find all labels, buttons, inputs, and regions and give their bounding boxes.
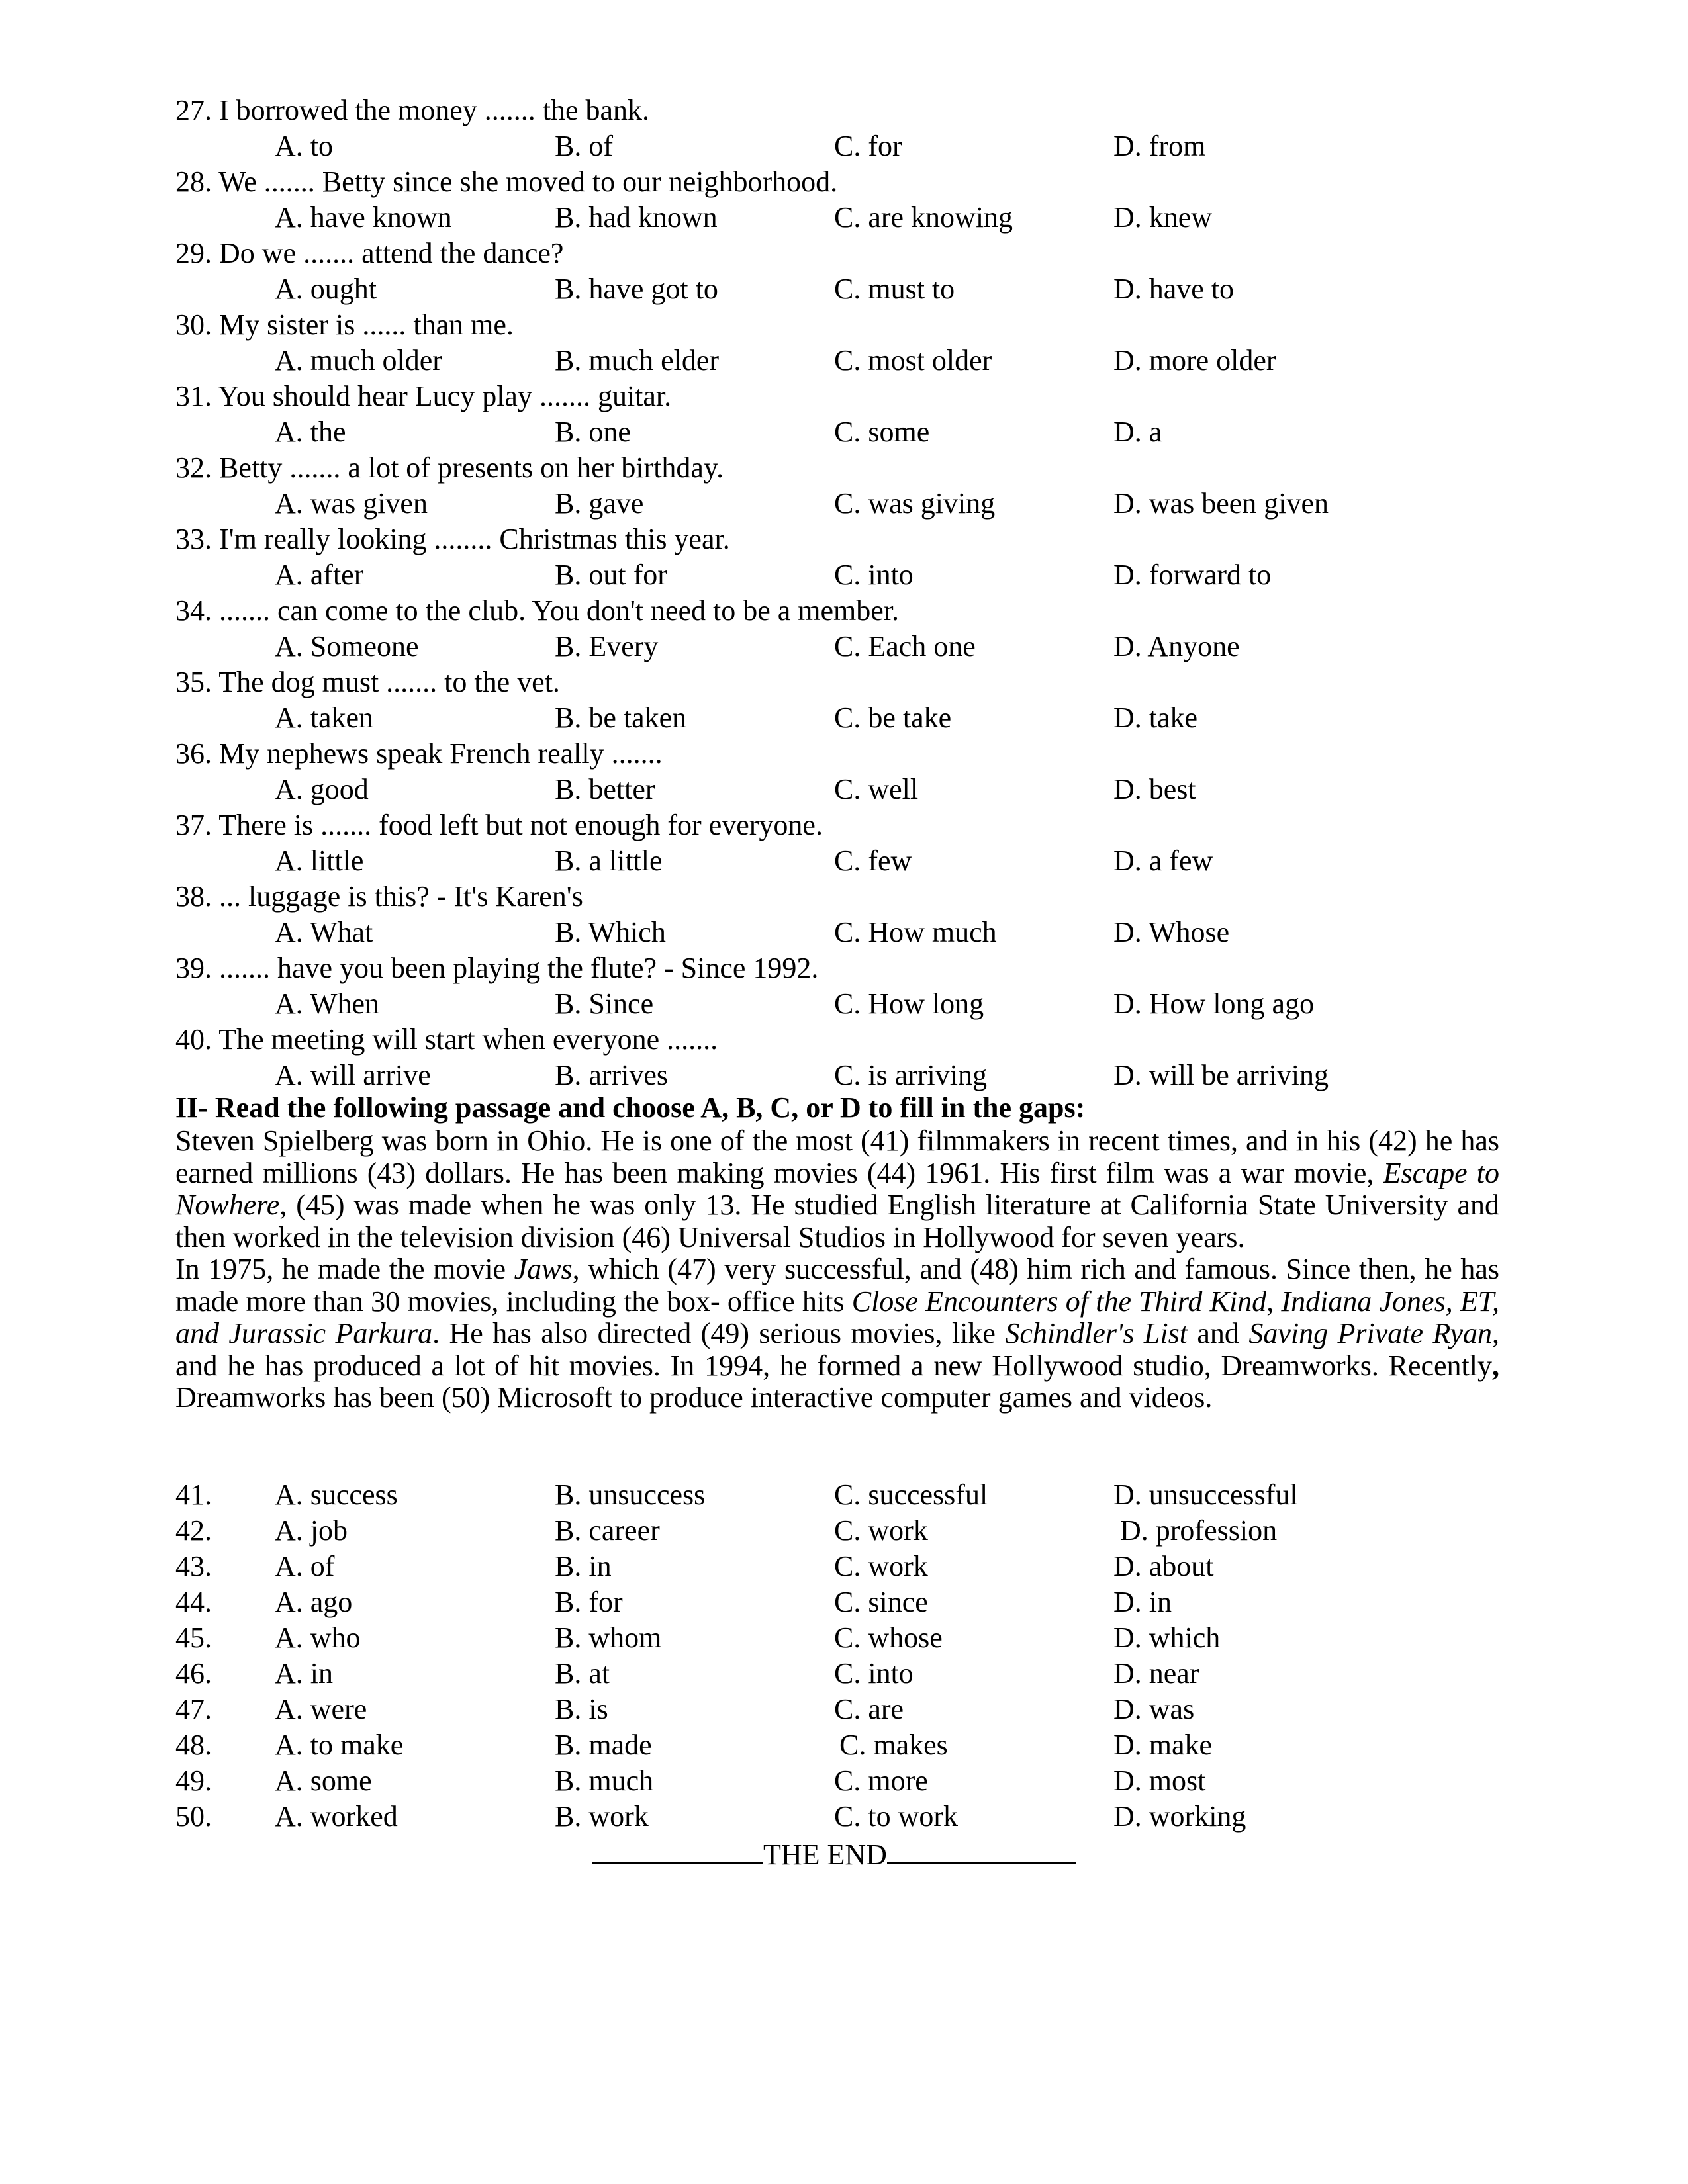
- film-title: Schindler's List: [1005, 1317, 1188, 1349]
- question-stem: 32. Betty ....... a lot of presents on her birthday.: [175, 451, 724, 484]
- option-a: A. job: [275, 1514, 348, 1547]
- option-c: C. makes: [839, 1729, 948, 1761]
- option-a: A. much older: [275, 344, 442, 377]
- option-b: B. one: [555, 416, 631, 448]
- option-d: D. How long ago: [1113, 987, 1315, 1020]
- option-b: B. for: [555, 1586, 623, 1618]
- option-a: A. When: [275, 987, 380, 1020]
- option-c: C. How much: [834, 916, 997, 948]
- option-d: D. about: [1113, 1550, 1214, 1582]
- option-c: C. more: [834, 1764, 928, 1797]
- option-b: B. Since: [555, 987, 654, 1020]
- option-c: C. to work: [834, 1800, 958, 1833]
- reading-passage: [175, 1125, 1499, 1414]
- question-stem: 27. I borrowed the money ....... the bank.: [175, 94, 650, 126]
- option-b: B. career: [555, 1514, 660, 1547]
- option-a: A. taken: [275, 702, 374, 734]
- option-b: B. arrives: [555, 1059, 669, 1091]
- option-d: D. unsuccessful: [1113, 1479, 1298, 1511]
- option-b: B. be taken: [555, 702, 687, 734]
- option-a: A. have known: [275, 201, 452, 234]
- passage-text: , and he has produced a lot of hit movies. In 1994, he formed a new Hollywood studio, Dreamworks. Recently: [175, 1317, 1499, 1382]
- film-title: Saving Private Ryan: [1248, 1317, 1492, 1349]
- option-b: B. have got to: [555, 273, 718, 305]
- question-stem: 39. ....... have you been playing the flute? - Since 1992.: [175, 952, 819, 984]
- option-a: A. some: [275, 1764, 372, 1797]
- option-a: A. Someone: [275, 630, 419, 662]
- question-stem: 35. The dog must ....... to the vet.: [175, 666, 560, 698]
- option-d: D. near: [1113, 1657, 1199, 1690]
- option-a: A. after: [275, 559, 364, 591]
- option-c: C. for: [834, 130, 902, 162]
- option-d: D. working: [1113, 1800, 1246, 1833]
- option-a: A. ought: [275, 273, 377, 305]
- option-b: B. of: [555, 130, 613, 162]
- option-d: D. have to: [1113, 273, 1235, 305]
- answer-number: 50.: [175, 1800, 212, 1833]
- option-d: D. most: [1113, 1764, 1206, 1797]
- option-c: C. work: [834, 1550, 928, 1582]
- option-a: A. good: [275, 773, 369, 805]
- option-c: C. must to: [834, 273, 955, 305]
- answer-number: 47.: [175, 1693, 212, 1725]
- passage-paragraph-2: [175, 1253, 1499, 1414]
- passage-text: ,: [1266, 1285, 1282, 1318]
- option-b: B. had known: [555, 201, 718, 234]
- option-c: C. Each one: [834, 630, 976, 662]
- passage-text: . He has also directed (49) serious movies, like: [432, 1317, 1006, 1349]
- option-a: A. What: [275, 916, 373, 948]
- option-b: B. is: [555, 1693, 608, 1725]
- option-b: B. work: [555, 1800, 649, 1833]
- option-d: D. a: [1113, 416, 1162, 448]
- option-c: C. successful: [834, 1479, 988, 1511]
- option-c: C. well: [834, 773, 919, 805]
- option-d: D. a few: [1113, 844, 1213, 877]
- option-b: B. Which: [555, 916, 666, 948]
- the-end-label: THE END: [763, 1839, 887, 1871]
- option-d: D. take: [1113, 702, 1198, 734]
- option-a: A. will arrive: [275, 1059, 431, 1091]
- option-d: D. Anyone: [1113, 630, 1240, 662]
- underline-rule: [887, 1833, 1076, 1864]
- film-title: Jaws: [514, 1253, 573, 1285]
- question-stem: 28. We ....... Betty since she moved to our neighborhood.: [175, 165, 838, 198]
- passage-text: Dreamworks has been (50) Microsoft to produce interactive computer games and videos.: [175, 1381, 1213, 1414]
- passage-text: In 1975, he made the movie: [175, 1253, 514, 1285]
- option-a: A. the: [275, 416, 346, 448]
- question-stem: 29. Do we ....... attend the dance?: [175, 237, 564, 269]
- option-a: A. worked: [275, 1800, 398, 1833]
- answer-number: 49.: [175, 1764, 212, 1797]
- option-c: C. some: [834, 416, 930, 448]
- option-d: D. which: [1113, 1621, 1221, 1654]
- option-c: C. is arriving: [834, 1059, 987, 1091]
- option-c: C. most older: [834, 344, 992, 377]
- option-a: A. to make: [275, 1729, 404, 1761]
- option-a: A. of: [275, 1550, 335, 1582]
- option-d: D. in: [1113, 1586, 1172, 1618]
- answer-number: 44.: [175, 1586, 212, 1618]
- film-title: Close Encounters of the Third Kind: [851, 1285, 1267, 1318]
- passage-text: ,: [1492, 1349, 1499, 1382]
- option-a: A. little: [275, 844, 364, 877]
- answer-number: 45.: [175, 1621, 212, 1654]
- option-d: D. from: [1113, 130, 1206, 162]
- option-c: C. are: [834, 1693, 904, 1725]
- option-d: D. best: [1113, 773, 1196, 805]
- passage-text: , which (47) very successful, and (48) him rich and famous. Since then, he has made more than 30 movies, including the box- office hits: [175, 1253, 1499, 1318]
- option-c: C. few: [834, 844, 912, 877]
- option-b: B. much: [555, 1764, 654, 1797]
- option-a: A. success: [275, 1479, 398, 1511]
- option-c: C. be take: [834, 702, 952, 734]
- option-b: B. out for: [555, 559, 667, 591]
- option-c: C. whose: [834, 1621, 943, 1654]
- option-b: B. Every: [555, 630, 659, 662]
- option-b: B. a little: [555, 844, 663, 877]
- question-stem: 30. My sister is ...... than me.: [175, 308, 514, 341]
- passage-text: Steven Spielberg was born in Ohio. He is one of the most (41) filmmakers in recent times, and in his (42) he has earned millions (43) dollars. He has been making movies (44) 1961. His first film was a war movie,: [175, 1124, 1499, 1189]
- question-stem: 40. The meeting will start when everyone .......: [175, 1023, 718, 1056]
- answer-number: 41.: [175, 1479, 212, 1511]
- option-b: B. whom: [555, 1621, 662, 1654]
- question-stem: 38. ... luggage is this? - It's Karen's: [175, 880, 583, 913]
- option-a: A. in: [275, 1657, 333, 1690]
- passage-paragraph-1: [175, 1125, 1499, 1253]
- section-2-heading: II- Read the following passage and choose A, B, C, or D to fill in the gaps:: [175, 1091, 1086, 1124]
- option-a: A. to: [275, 130, 333, 162]
- question-stem: 36. My nephews speak French really .......: [175, 737, 663, 770]
- answer-number: 43.: [175, 1550, 212, 1582]
- option-a: A. who: [275, 1621, 361, 1654]
- the-end-footer: [592, 1833, 1076, 1873]
- option-b: B. made: [555, 1729, 652, 1761]
- option-c: C. since: [834, 1586, 928, 1618]
- option-d: D. knew: [1113, 201, 1213, 234]
- option-d: D. was: [1113, 1693, 1195, 1725]
- option-b: B. unsuccess: [555, 1479, 706, 1511]
- question-stem: 37. There is ....... food left but not enough for everyone.: [175, 809, 823, 841]
- film-title: Escape to Nowhere: [175, 1156, 1499, 1221]
- option-c: C. was giving: [834, 487, 996, 520]
- option-b: B. gave: [555, 487, 644, 520]
- question-stem: 33. I'm really looking ........ Christmas this year.: [175, 523, 730, 555]
- option-b: B. much elder: [555, 344, 720, 377]
- option-d: D. profession: [1120, 1514, 1278, 1547]
- underline-rule: [592, 1833, 763, 1864]
- answer-number: 42.: [175, 1514, 212, 1547]
- option-c: C. are knowing: [834, 201, 1013, 234]
- option-a: A. were: [275, 1693, 367, 1725]
- passage-text: , (45) was made when he was only 13. He studied English literature at California State University and then worked in the television division (46) Universal Studios in Hollywood for seven years.: [175, 1189, 1499, 1253]
- option-d: D. forward to: [1113, 559, 1272, 591]
- option-b: B. better: [555, 773, 655, 805]
- answer-number: 46.: [175, 1657, 212, 1690]
- option-b: B. in: [555, 1550, 612, 1582]
- option-d: D. will be arriving: [1113, 1059, 1329, 1091]
- question-stem: 31. You should hear Lucy play ....... guitar.: [175, 380, 672, 412]
- option-d: D. Whose: [1113, 916, 1230, 948]
- option-d: D. more older: [1113, 344, 1276, 377]
- option-b: B. at: [555, 1657, 610, 1690]
- option-a: A. ago: [275, 1586, 353, 1618]
- film-title: Indiana Jones, ET, and Jurassic Parkura: [175, 1285, 1500, 1349]
- option-c: C. into: [834, 559, 914, 591]
- option-a: A. was given: [275, 487, 428, 520]
- passage-text: and: [1187, 1317, 1249, 1349]
- question-stem: 34. ....... can come to the club. You don't need to be a member.: [175, 594, 900, 627]
- option-c: C. work: [834, 1514, 928, 1547]
- option-c: C. into: [834, 1657, 914, 1690]
- option-d: D. was been given: [1113, 487, 1329, 520]
- option-d: D. make: [1113, 1729, 1213, 1761]
- answer-number: 48.: [175, 1729, 212, 1761]
- option-c: C. How long: [834, 987, 984, 1020]
